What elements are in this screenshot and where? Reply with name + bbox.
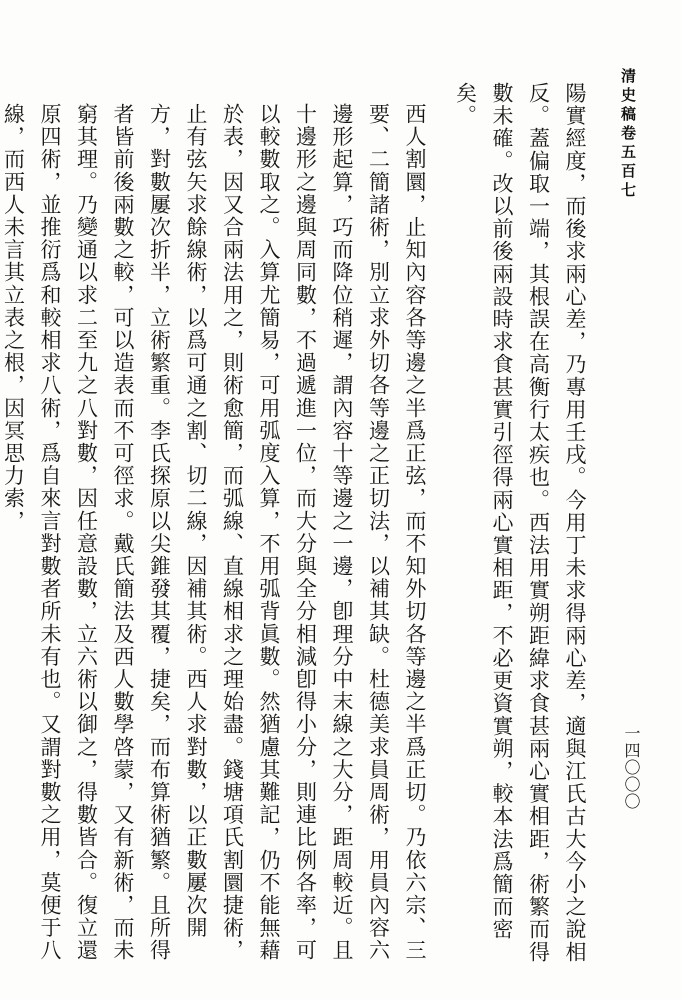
page-number: 一四〇〇〇: [622, 725, 641, 810]
paragraph-2: 西人割圜，止知內容各等邊之半爲正弦，而不知外切各等邊之半爲正切。乃依六宗、三要、二簡諸術，別立求外切各等邊之正切法，以補其缺。杜德美求員周術，用員內容六邊形起算，巧而降位稍遲，謂內容十等邊之一邊，卽理分中末線之大分，距周較近。且十邊形之邊與周同數，不過遞進一位，而大分與全分相減卽得小分，則連比例各率，可以較數取之。入算尤簡易，可用弧度入算，不用弧背眞數。然猶慮其難記，仍不能無藉於表，因又合兩法用之，則術愈簡，而弧線、直線相求之理始盡。錢塘項氏割圜捷術，止有弦矢求餘線術，以爲可通之割、切二線，因補其術。西人求對數，以正數屢次開方，對數屢次折半，立術繁重。李氏探原以尖錐發其覆，捷矣，而布算術猶繁。且所得者皆前後兩數之較，可以造表而不可徑求。戴氏簡法及西人數學啓蒙，又有新術，而未窮其理。乃變通以求二至九之八對數，因任意設數，立六術以御之，得數皆合。復立還原四術，並推衍爲和較相求八術，爲自來言對數者所未有也。又謂對數之用，莫便于八線，而西人未言其立表之根，因冥思力索，: [1, 103, 427, 962]
paragraph-1: 陽實經度，而後求兩心差，乃專用壬戌。今用丁未求得兩心差，適與江氏古大今小之說相反。蓋偏取一端，其根誤在高衡行太疾也。西法用實朔距緯求食甚兩心實相距，術繁而得數未確。改以前後兩設時求食甚實引徑得兩心實相距，不必更資實朔，較本法爲簡而密矣。: [453, 82, 587, 964]
running-header: 清史稿卷五百七: [619, 68, 637, 201]
body-text: [1, 82, 593, 982]
